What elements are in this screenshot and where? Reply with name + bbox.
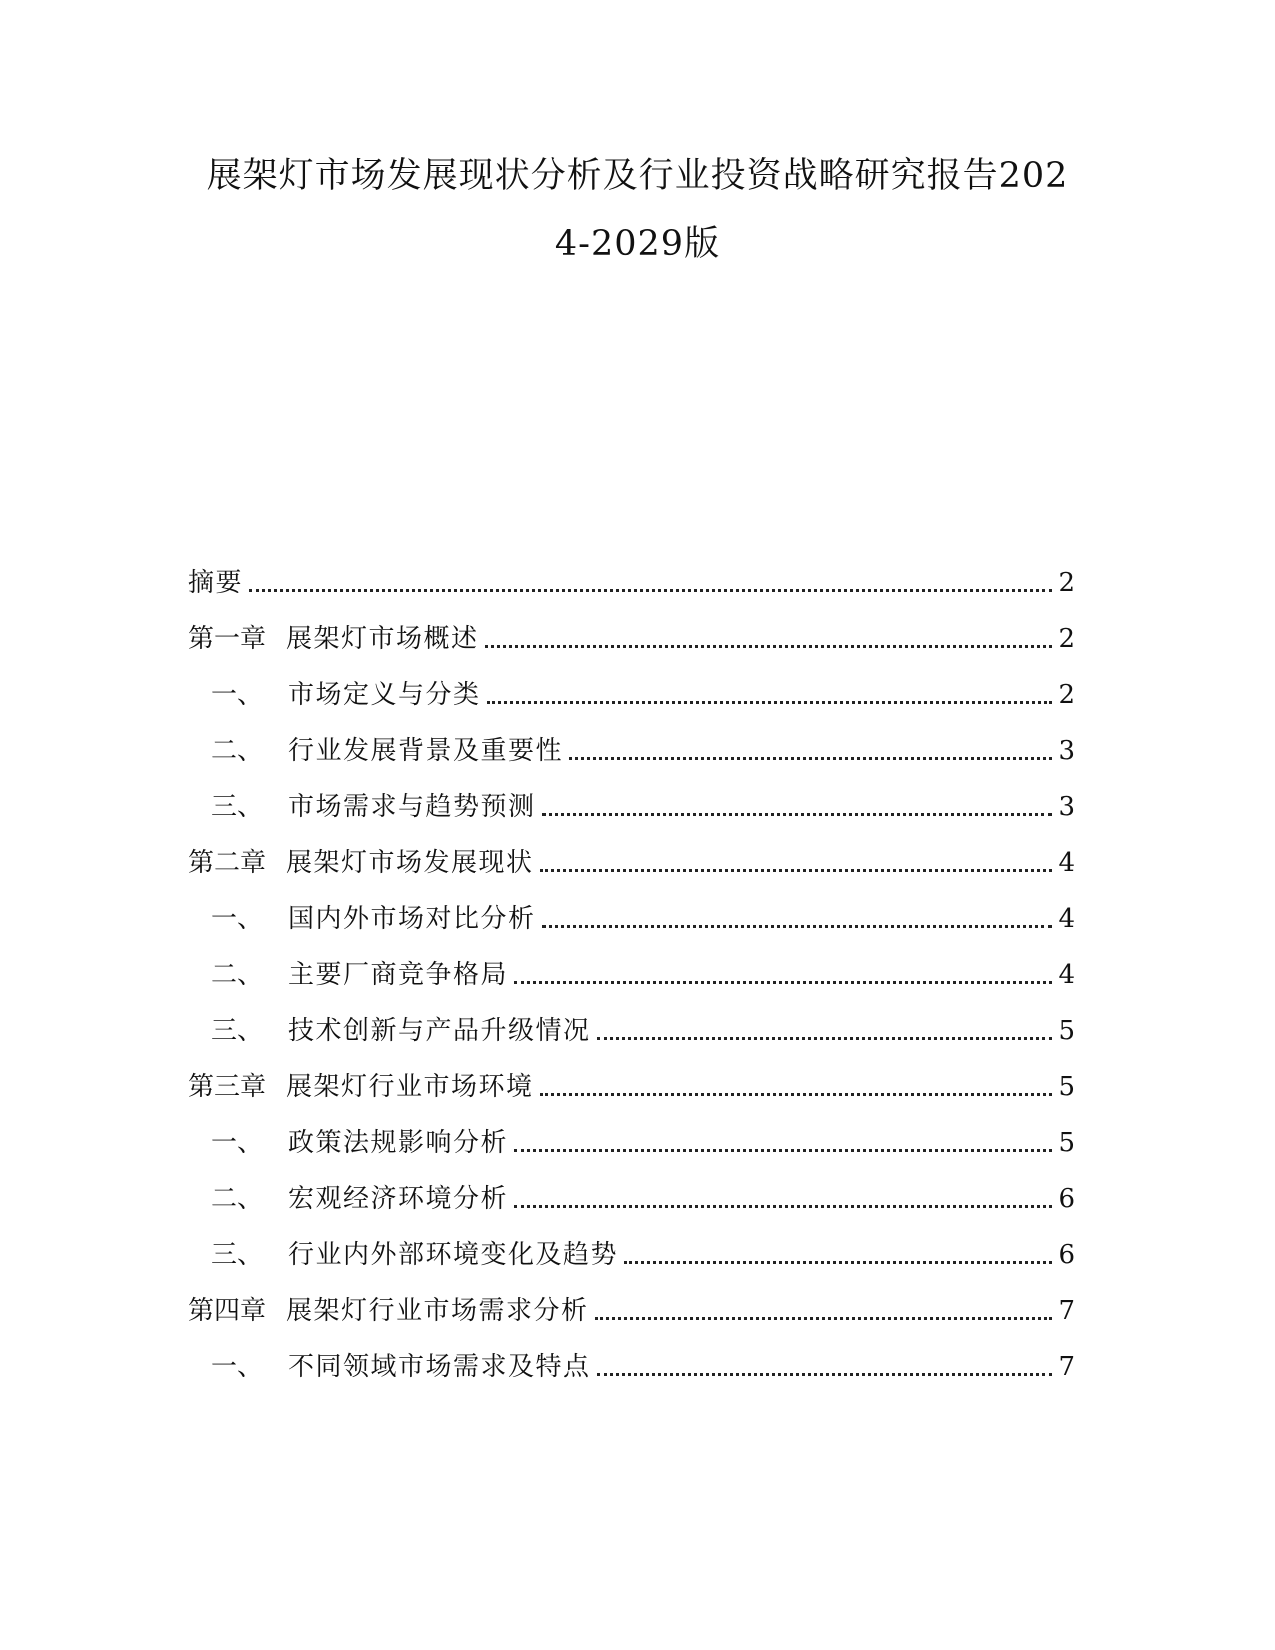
toc-dot-leader xyxy=(542,813,1053,816)
toc-dot-leader xyxy=(514,981,1052,984)
toc-entry-number: 二、 xyxy=(211,1184,264,1214)
toc-dot-leader xyxy=(540,869,1053,872)
toc-dot-leader xyxy=(542,925,1053,928)
toc-entry-title: 行业发展背景及重要性 xyxy=(288,736,564,766)
toc-entry[interactable] xyxy=(188,1064,1075,1104)
toc-entry-page-number: 2 xyxy=(1058,624,1075,654)
toc-dot-leader xyxy=(485,645,1053,648)
toc-dot-leader xyxy=(514,1205,1052,1208)
toc-entry-title: 行业内外部环境变化及趋势 xyxy=(288,1240,619,1270)
toc-entry[interactable] xyxy=(188,1232,1075,1272)
toc-dot-leader xyxy=(249,589,1052,592)
toc-entry[interactable] xyxy=(188,560,1075,600)
toc-entry[interactable] xyxy=(188,1288,1075,1328)
document-title-line-2: 4-2029版 xyxy=(554,224,721,264)
toc-entry-title: 展架灯行业市场需求分析 xyxy=(286,1296,589,1326)
toc-entry-page-number: 3 xyxy=(1058,792,1075,822)
toc-entry-page-number: 5 xyxy=(1058,1072,1075,1102)
toc-entry-title: 主要厂商竞争格局 xyxy=(288,960,509,990)
toc-dot-leader xyxy=(540,1093,1053,1096)
toc-dot-leader xyxy=(595,1317,1053,1320)
toc-entry-number: 一、 xyxy=(211,1352,264,1382)
toc-entry-page-number: 5 xyxy=(1058,1016,1075,1046)
toc-entry-number: 二、 xyxy=(211,960,264,990)
toc-entry-number: 三、 xyxy=(211,1016,264,1046)
toc-dot-leader xyxy=(597,1373,1053,1376)
toc-entry-page-number: 6 xyxy=(1058,1240,1075,1270)
toc-entry-title: 不同领域市场需求及特点 xyxy=(288,1352,591,1382)
toc-entry-page-number: 7 xyxy=(1058,1296,1075,1326)
toc-entry-title: 展架灯行业市场环境 xyxy=(286,1072,534,1102)
toc-entry-page-number: 7 xyxy=(1058,1352,1075,1382)
toc-entry-number: 第二章 xyxy=(188,848,267,878)
toc-entry[interactable] xyxy=(188,784,1075,824)
toc-entry-number: 二、 xyxy=(211,736,264,766)
toc-dot-leader xyxy=(569,757,1052,760)
toc-entry-title: 市场需求与趋势预测 xyxy=(288,792,536,822)
toc-entry-page-number: 6 xyxy=(1058,1184,1075,1214)
toc-entry-title: 宏观经济环境分析 xyxy=(288,1184,509,1214)
toc-entry-number: 一、 xyxy=(211,1128,264,1158)
toc-entry[interactable] xyxy=(188,672,1075,712)
toc-entry-title: 展架灯市场概述 xyxy=(286,624,479,654)
toc-entry-page-number: 4 xyxy=(1058,848,1075,878)
toc-entry-title: 展架灯市场发展现状 xyxy=(286,848,534,878)
toc-entry[interactable] xyxy=(188,1176,1075,1216)
toc-dot-leader xyxy=(597,1037,1053,1040)
toc-entry-title: 市场定义与分类 xyxy=(288,680,481,710)
toc-dot-leader xyxy=(514,1149,1052,1152)
toc-entry-page-number: 4 xyxy=(1058,904,1075,934)
toc-entry-number: 第三章 xyxy=(188,1072,267,1102)
toc-entry-number: 一、 xyxy=(211,904,264,934)
toc-entry[interactable] xyxy=(188,896,1075,936)
toc-entry[interactable] xyxy=(188,840,1075,880)
toc-entry-page-number: 4 xyxy=(1058,960,1075,990)
toc-entry-page-number: 3 xyxy=(1058,736,1075,766)
toc-entry[interactable] xyxy=(188,728,1075,768)
toc-entry[interactable] xyxy=(188,952,1075,992)
toc-entry-title: 技术创新与产品升级情况 xyxy=(288,1016,591,1046)
toc-entry-number: 一、 xyxy=(211,680,264,710)
toc-entry-page-number: 2 xyxy=(1058,680,1075,710)
toc-entry-number: 三、 xyxy=(211,1240,264,1270)
toc-entry-number: 第四章 xyxy=(188,1296,267,1326)
document-title-line-1: 展架灯市场发展现状分析及行业投资战略研究报告202 xyxy=(206,156,1069,196)
toc-dot-leader xyxy=(624,1261,1052,1264)
toc-entry-page-number: 5 xyxy=(1058,1128,1075,1158)
toc-entry-title: 政策法规影响分析 xyxy=(288,1128,509,1158)
toc-entry[interactable] xyxy=(188,616,1075,656)
toc-dot-leader xyxy=(487,701,1053,704)
toc-entry[interactable] xyxy=(188,1344,1075,1384)
toc-entry-number: 第一章 xyxy=(188,624,267,654)
toc-entry-title: 摘要 xyxy=(188,568,244,598)
toc-entry-number: 三、 xyxy=(211,792,264,822)
toc-entry-title: 国内外市场对比分析 xyxy=(288,904,536,934)
toc-entry-page-number: 2 xyxy=(1058,568,1075,598)
toc-entry[interactable] xyxy=(188,1008,1075,1048)
toc-entry[interactable] xyxy=(188,1120,1075,1160)
